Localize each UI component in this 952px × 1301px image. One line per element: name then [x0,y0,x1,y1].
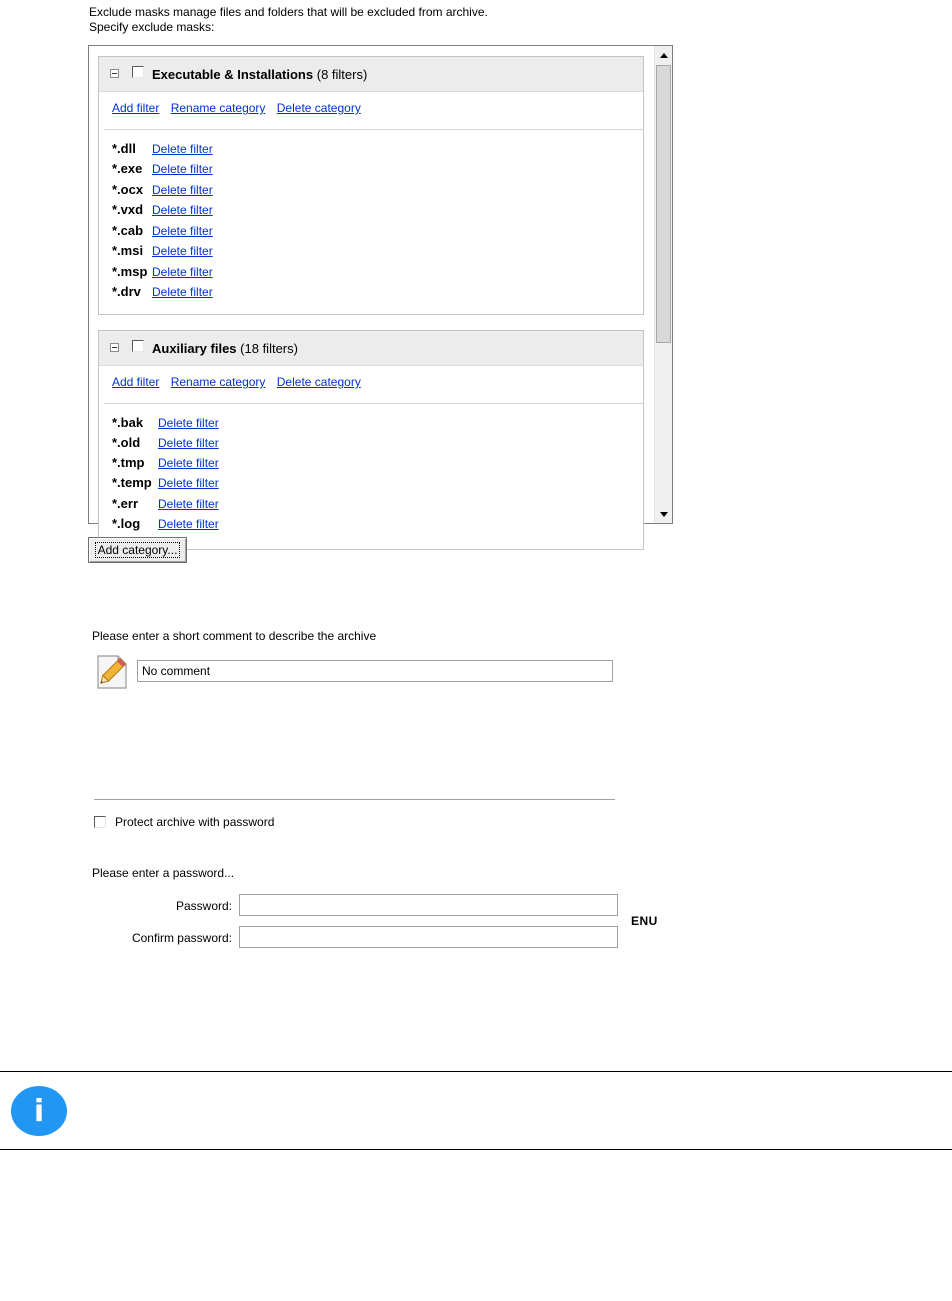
delete-filter-link[interactable]: Delete filter [152,265,213,279]
category-checkbox[interactable] [132,340,144,352]
add-category-button[interactable] [88,537,187,563]
password-input[interactable] [239,894,618,916]
password-label: Password: [175,899,232,913]
filter-row [112,453,219,473]
comment-label: Please enter a short comment to describe the archive [92,629,377,643]
category-actions [112,101,369,115]
delete-category-link[interactable]: Delete category [276,101,361,115]
filter-mask: *.vxd [112,202,144,217]
info-icon: i [11,1086,67,1136]
protect-password-label: Protect archive with password [115,815,275,829]
filter-mask: *.cab [112,223,144,238]
category-executable-installations [98,56,644,315]
add-filter-link[interactable]: Add filter [112,101,160,115]
category-name: Executable & Installations [152,67,314,82]
delete-filter-link[interactable]: Delete filter [152,203,213,217]
filter-mask: *.temp [112,475,152,490]
category-divider [104,129,643,130]
collapse-icon[interactable] [110,343,119,352]
collapse-icon[interactable] [110,69,119,78]
delete-filter-link[interactable]: Delete filter [158,476,219,490]
filter-mask: *.old [112,435,141,450]
scroll-up-button[interactable] [656,47,672,63]
scroll-down-button[interactable] [656,506,672,522]
delete-filter-link[interactable]: Delete filter [158,517,219,531]
delete-category-link[interactable]: Delete category [276,375,361,389]
info-box-top-border [0,1071,952,1072]
delete-filter-link[interactable]: Delete filter [152,162,213,176]
filter-row [112,241,213,261]
filter-mask: *.err [112,496,139,511]
vertical-scrollbar[interactable] [654,46,672,523]
category-checkbox[interactable] [132,66,144,78]
confirm-password-input[interactable] [239,926,618,948]
arrow-up-icon [660,53,668,58]
delete-filter-link[interactable]: Delete filter [158,456,219,470]
rename-category-link[interactable]: Rename category [170,101,266,115]
category-header [99,57,643,92]
delete-filter-link[interactable]: Delete filter [158,436,219,450]
exclude-masks-list[interactable] [88,45,673,531]
filter-row [112,180,213,200]
delete-filter-link[interactable]: Delete filter [152,183,213,197]
password-prompt: Please enter a password... [92,866,235,880]
protect-password-checkbox[interactable] [94,816,106,828]
filter-row [112,262,213,282]
delete-filter-link[interactable]: Delete filter [152,224,213,238]
filter-mask: *.exe [112,161,143,176]
filter-row [112,282,213,302]
filter-row [112,221,213,241]
filter-mask: *.dll [112,141,136,156]
category-actions [112,375,369,389]
intro-line-2: Specify exclude masks: [89,20,215,34]
comment-input[interactable] [137,660,613,682]
category-name: Auxiliary files [152,341,237,356]
delete-filter-link[interactable]: Delete filter [152,244,213,258]
delete-filter-link[interactable]: Delete filter [152,142,213,156]
delete-filter-link[interactable]: Delete filter [158,497,219,511]
filter-mask: *.bak [112,415,144,430]
scrollbar-thumb[interactable] [656,65,671,343]
category-header [99,331,643,366]
filter-row [112,473,219,493]
intro-text [89,5,488,35]
keyboard-language-indicator: ENU [631,914,658,928]
category-title [152,67,367,82]
filter-mask: *.log [112,516,141,531]
category-title [152,341,298,356]
filter-mask: *.drv [112,284,141,299]
filter-row [112,433,219,453]
add-filter-link[interactable]: Add filter [112,375,160,389]
filter-row [112,494,219,514]
rename-category-link[interactable]: Rename category [170,375,266,389]
category-count: (18 filters) [240,341,298,356]
info-box-bottom-border [0,1149,952,1150]
filter-row [112,413,219,433]
delete-filter-link[interactable]: Delete filter [152,285,213,299]
filter-mask: *.tmp [112,455,145,470]
section-divider [94,799,615,800]
filter-mask: *.msp [112,264,148,279]
add-category-label: Add category... [95,542,181,558]
filter-row [112,139,213,159]
category-count: (8 filters) [316,67,368,82]
intro-line-1: Exclude masks manage files and folders that will be excluded from archive. [89,5,488,19]
filter-row [112,514,219,534]
confirm-password-label: Confirm password: [131,931,232,945]
pencil-note-icon [90,650,132,692]
filter-row [112,200,213,220]
filter-mask: *.ocx [112,182,144,197]
filter-mask: *.msi [112,243,144,258]
category-auxiliary-files [98,330,644,550]
delete-filter-link[interactable]: Delete filter [158,416,219,430]
filter-row [112,159,213,179]
category-divider [104,403,643,404]
arrow-down-icon [660,512,668,517]
